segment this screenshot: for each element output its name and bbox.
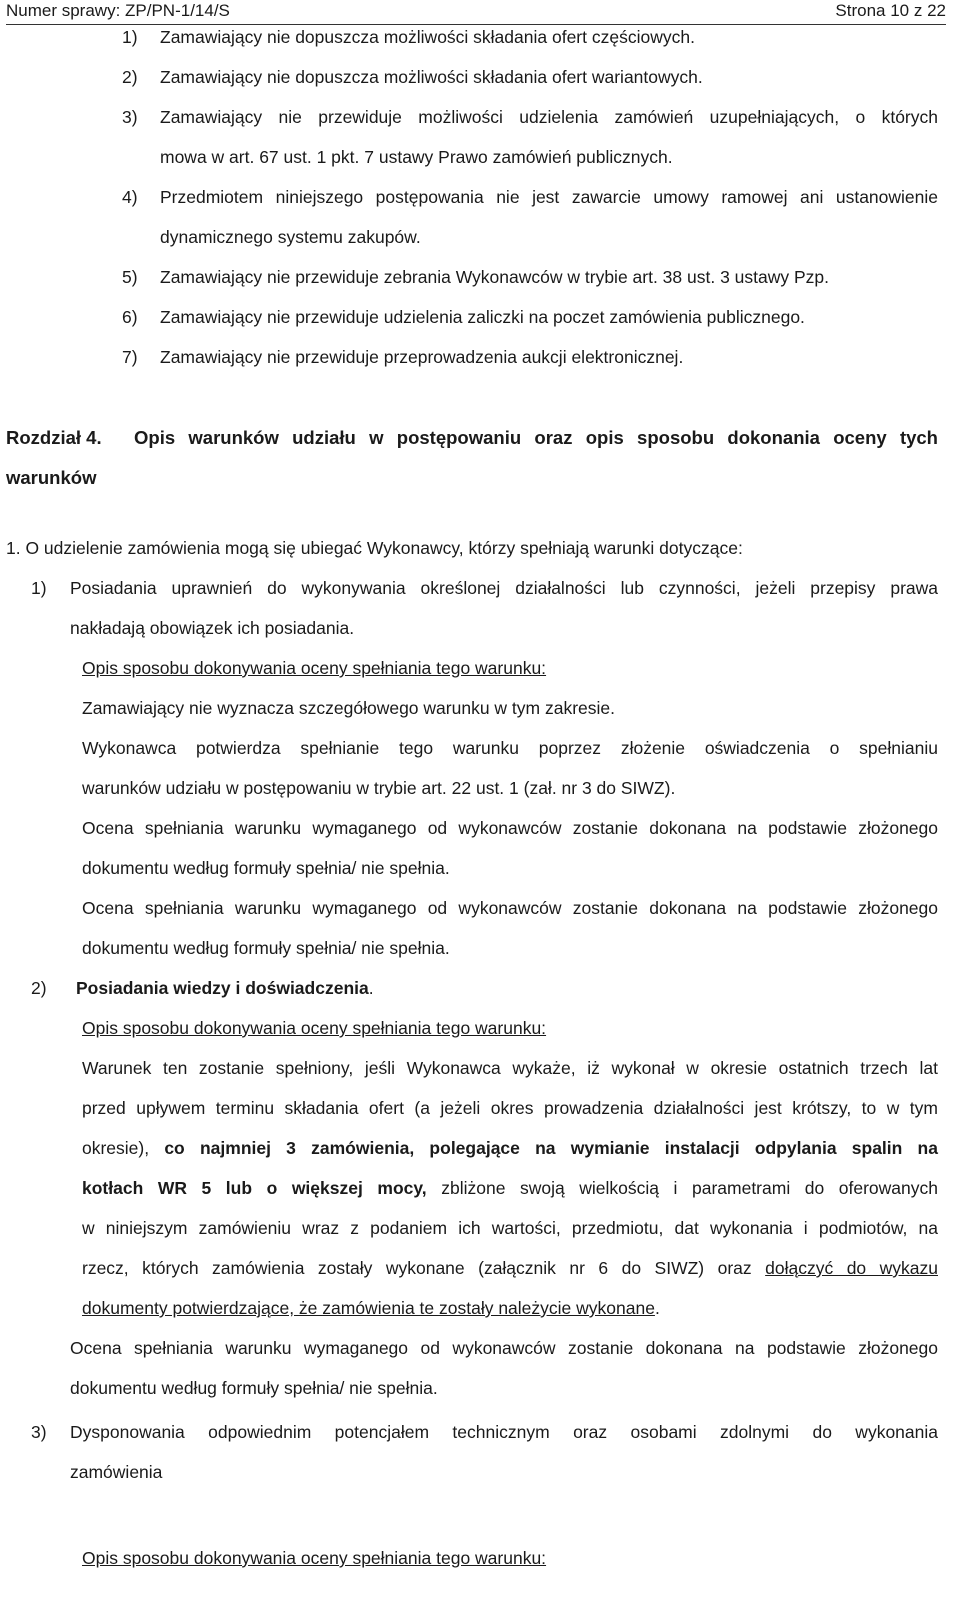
chapter-title: Opis warunków udziału w postępowaniu oraz opis sposobu dokonania oceny tych xyxy=(134,427,938,448)
text-run: . xyxy=(654,1298,660,1318)
paragraph: warunków udziału w postępowaniu w trybie art. 22 ust. 1 (zał. nr 3 do SIWZ). xyxy=(82,778,676,798)
list-item-number: 7) xyxy=(122,347,138,367)
list-item-number: 1) xyxy=(122,27,138,47)
condition-title xyxy=(76,968,374,1008)
list-item-text: Zamawiający nie przewiduje przeprowadzenia aukcji elektronicznej. xyxy=(160,347,684,367)
condition-text: Posiadania uprawnień do wykonywania określonej działalności lub czynności, jeżeli przepisy prawa xyxy=(70,578,938,598)
chapter-title-cont: warunków xyxy=(6,467,97,488)
list-item-text: dynamicznego systemu zakupów. xyxy=(160,227,421,247)
text-run: zbliżone swoją wielkością i parametrami do oferowanych xyxy=(441,1178,938,1198)
paragraph: Warunek ten zostanie spełniony, jeśli Wykonawca wykaże, iż wykonał w okresie ostatnich trzech lat xyxy=(82,1058,938,1078)
list-item-text: Zamawiający nie przewiduje zebrania Wykonawców w trybie art. 38 ust. 3 ustawy Pzp. xyxy=(160,267,830,287)
method-heading: Opis sposobu dokonywania oceny spełniania tego warunku: xyxy=(82,1548,547,1568)
list-item-number: 2) xyxy=(122,67,138,87)
text-run: rzecz, których zamówienia zostały wykonane (załącznik nr 6 do SIWZ) oraz xyxy=(82,1258,752,1278)
condition-number: 3) xyxy=(31,1422,47,1442)
condition-title-bold: Posiadania wiedzy i doświadczenia xyxy=(76,978,369,998)
paragraph: dokumentu według formuły spełnia/ nie spełnia. xyxy=(70,1378,438,1398)
paragraph: Ocena spełniania warunku wymaganego od wykonawców zostanie dokonana na podstawie złożonego xyxy=(82,818,938,838)
paragraph xyxy=(82,1128,938,1168)
list-item-text: Zamawiający nie przewiduje możliwości udzielenia zamówień uzupełniających, o których xyxy=(160,107,938,127)
condition-text: zamówienia xyxy=(70,1462,163,1482)
text-run: okresie), xyxy=(82,1138,150,1158)
underlined-run: dokumenty potwierdzające, że zamówienia te zostały należycie wykonane xyxy=(82,1298,655,1318)
condition-text: Dysponowania odpowiednim potencjałem technicznym oraz osobami zdolnymi do wykonania xyxy=(70,1422,938,1442)
list-item-text: Zamawiający nie przewiduje udzielenia zaliczki na poczet zamówienia publicznego. xyxy=(160,307,805,327)
paragraph xyxy=(82,1248,938,1288)
method-heading: Opis sposobu dokonywania oceny spełniania tego warunku: xyxy=(82,1018,547,1038)
chapter-label: Rozdział 4. xyxy=(6,427,102,448)
list-item-number: 5) xyxy=(122,267,138,287)
condition-number: 2) xyxy=(31,978,47,998)
list-item-text: Zamawiający nie dopuszcza możliwości składania ofert częściowych. xyxy=(160,27,695,47)
condition-text: nakładają obowiązek ich posiadania. xyxy=(70,618,355,638)
bold-run: co najmniej 3 zamówienia, polegające na wymianie instalacji odpylania spalin na xyxy=(164,1138,938,1158)
paragraph: Zamawiający nie wyznacza szczegółowego warunku w tym zakresie. xyxy=(82,698,615,718)
page-number: Strona 10 z 22 xyxy=(835,1,946,20)
paragraph: przed upływem terminu składania ofert (a jeżeli okres prowadzenia działalności jest krótszy, to w tym xyxy=(82,1098,938,1118)
paragraph xyxy=(82,1168,938,1208)
paragraph: dokumentu według formuły spełnia/ nie spełnia. xyxy=(82,858,450,878)
intro-paragraph: 1. O udzielenie zamówienia mogą się ubiegać Wykonawcy, którzy spełniają warunki dotyczące: xyxy=(6,538,743,558)
list-item-text: Przedmiotem niniejszego postępowania nie jest zawarcie umowy ramowej ani ustanowienie xyxy=(160,187,938,207)
paragraph: w niniejszym zamówieniu wraz z podaniem ich wartości, przedmiotu, dat wykonania i podmiotów, na xyxy=(82,1218,938,1238)
paragraph: Ocena spełniania warunku wymaganego od wykonawców zostanie dokonana na podstawie złożonego xyxy=(70,1338,938,1358)
underlined-run: dołączyć do wykazu xyxy=(765,1258,938,1278)
list-item-text: mowa w art. 67 ust. 1 pkt. 7 ustawy Prawo zamówień publicznych. xyxy=(160,147,673,167)
condition-title-dot: . xyxy=(368,978,374,998)
method-heading: Opis sposobu dokonywania oceny spełniania tego warunku: xyxy=(82,658,547,678)
list-item-number: 3) xyxy=(122,107,138,127)
paragraph: Ocena spełniania warunku wymaganego od wykonawców zostanie dokonana na podstawie złożonego xyxy=(82,898,938,918)
paragraph: dokumentu według formuły spełnia/ nie spełnia. xyxy=(82,938,450,958)
case-number: Numer sprawy: ZP/PN-1/14/S xyxy=(6,1,230,20)
bold-run: kotłach WR 5 lub o większej mocy, xyxy=(82,1178,427,1198)
condition-number: 1) xyxy=(31,578,47,598)
list-item-number: 6) xyxy=(122,307,138,327)
paragraph: Wykonawca potwierdza spełnianie tego warunku poprzez złożenie oświadczenia o spełnianiu xyxy=(82,738,938,758)
list-item-text: Zamawiający nie dopuszcza możliwości składania ofert wariantowych. xyxy=(160,67,703,87)
list-item-number: 4) xyxy=(122,187,138,207)
paragraph xyxy=(82,1288,660,1328)
